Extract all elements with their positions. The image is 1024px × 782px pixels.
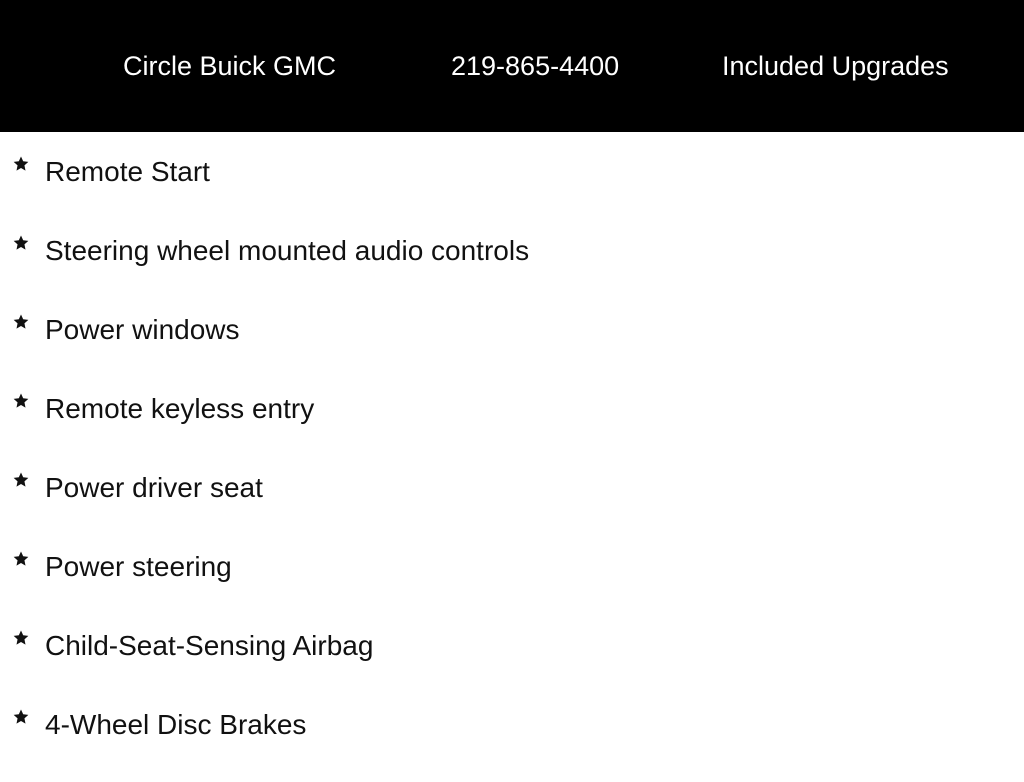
feature-label: 4-Wheel Disc Brakes [45, 709, 307, 740]
star-icon [12, 392, 30, 410]
feature-label: Remote Start [45, 156, 210, 187]
feature-label: Child-Seat-Sensing Airbag [45, 630, 374, 661]
feature-label: Power driver seat [45, 472, 263, 503]
feature-item [0, 229, 1024, 308]
dealer-name: Circle Buick GMC [123, 51, 337, 81]
feature-item [0, 308, 1024, 387]
star-icon [12, 550, 30, 568]
feature-label: Remote keyless entry [45, 393, 315, 424]
feature-label: Steering wheel mounted audio controls [45, 235, 530, 266]
feature-label: Power windows [45, 314, 240, 345]
section-title: Included Upgrades [722, 51, 949, 81]
dealer-header [0, 0, 1024, 132]
upgrade-feature-list [0, 150, 1024, 782]
feature-item [0, 466, 1024, 545]
star-icon [12, 234, 30, 252]
dealer-phone: 219-865-4400 [451, 51, 620, 81]
feature-item [0, 150, 1024, 229]
feature-label: Power steering [45, 551, 232, 582]
feature-item [0, 387, 1024, 466]
feature-item [0, 703, 1024, 782]
star-icon [12, 629, 30, 647]
feature-item [0, 545, 1024, 624]
star-icon [12, 471, 30, 489]
star-icon [12, 313, 30, 331]
star-icon [12, 708, 30, 726]
feature-item [0, 624, 1024, 703]
star-icon [12, 155, 30, 173]
